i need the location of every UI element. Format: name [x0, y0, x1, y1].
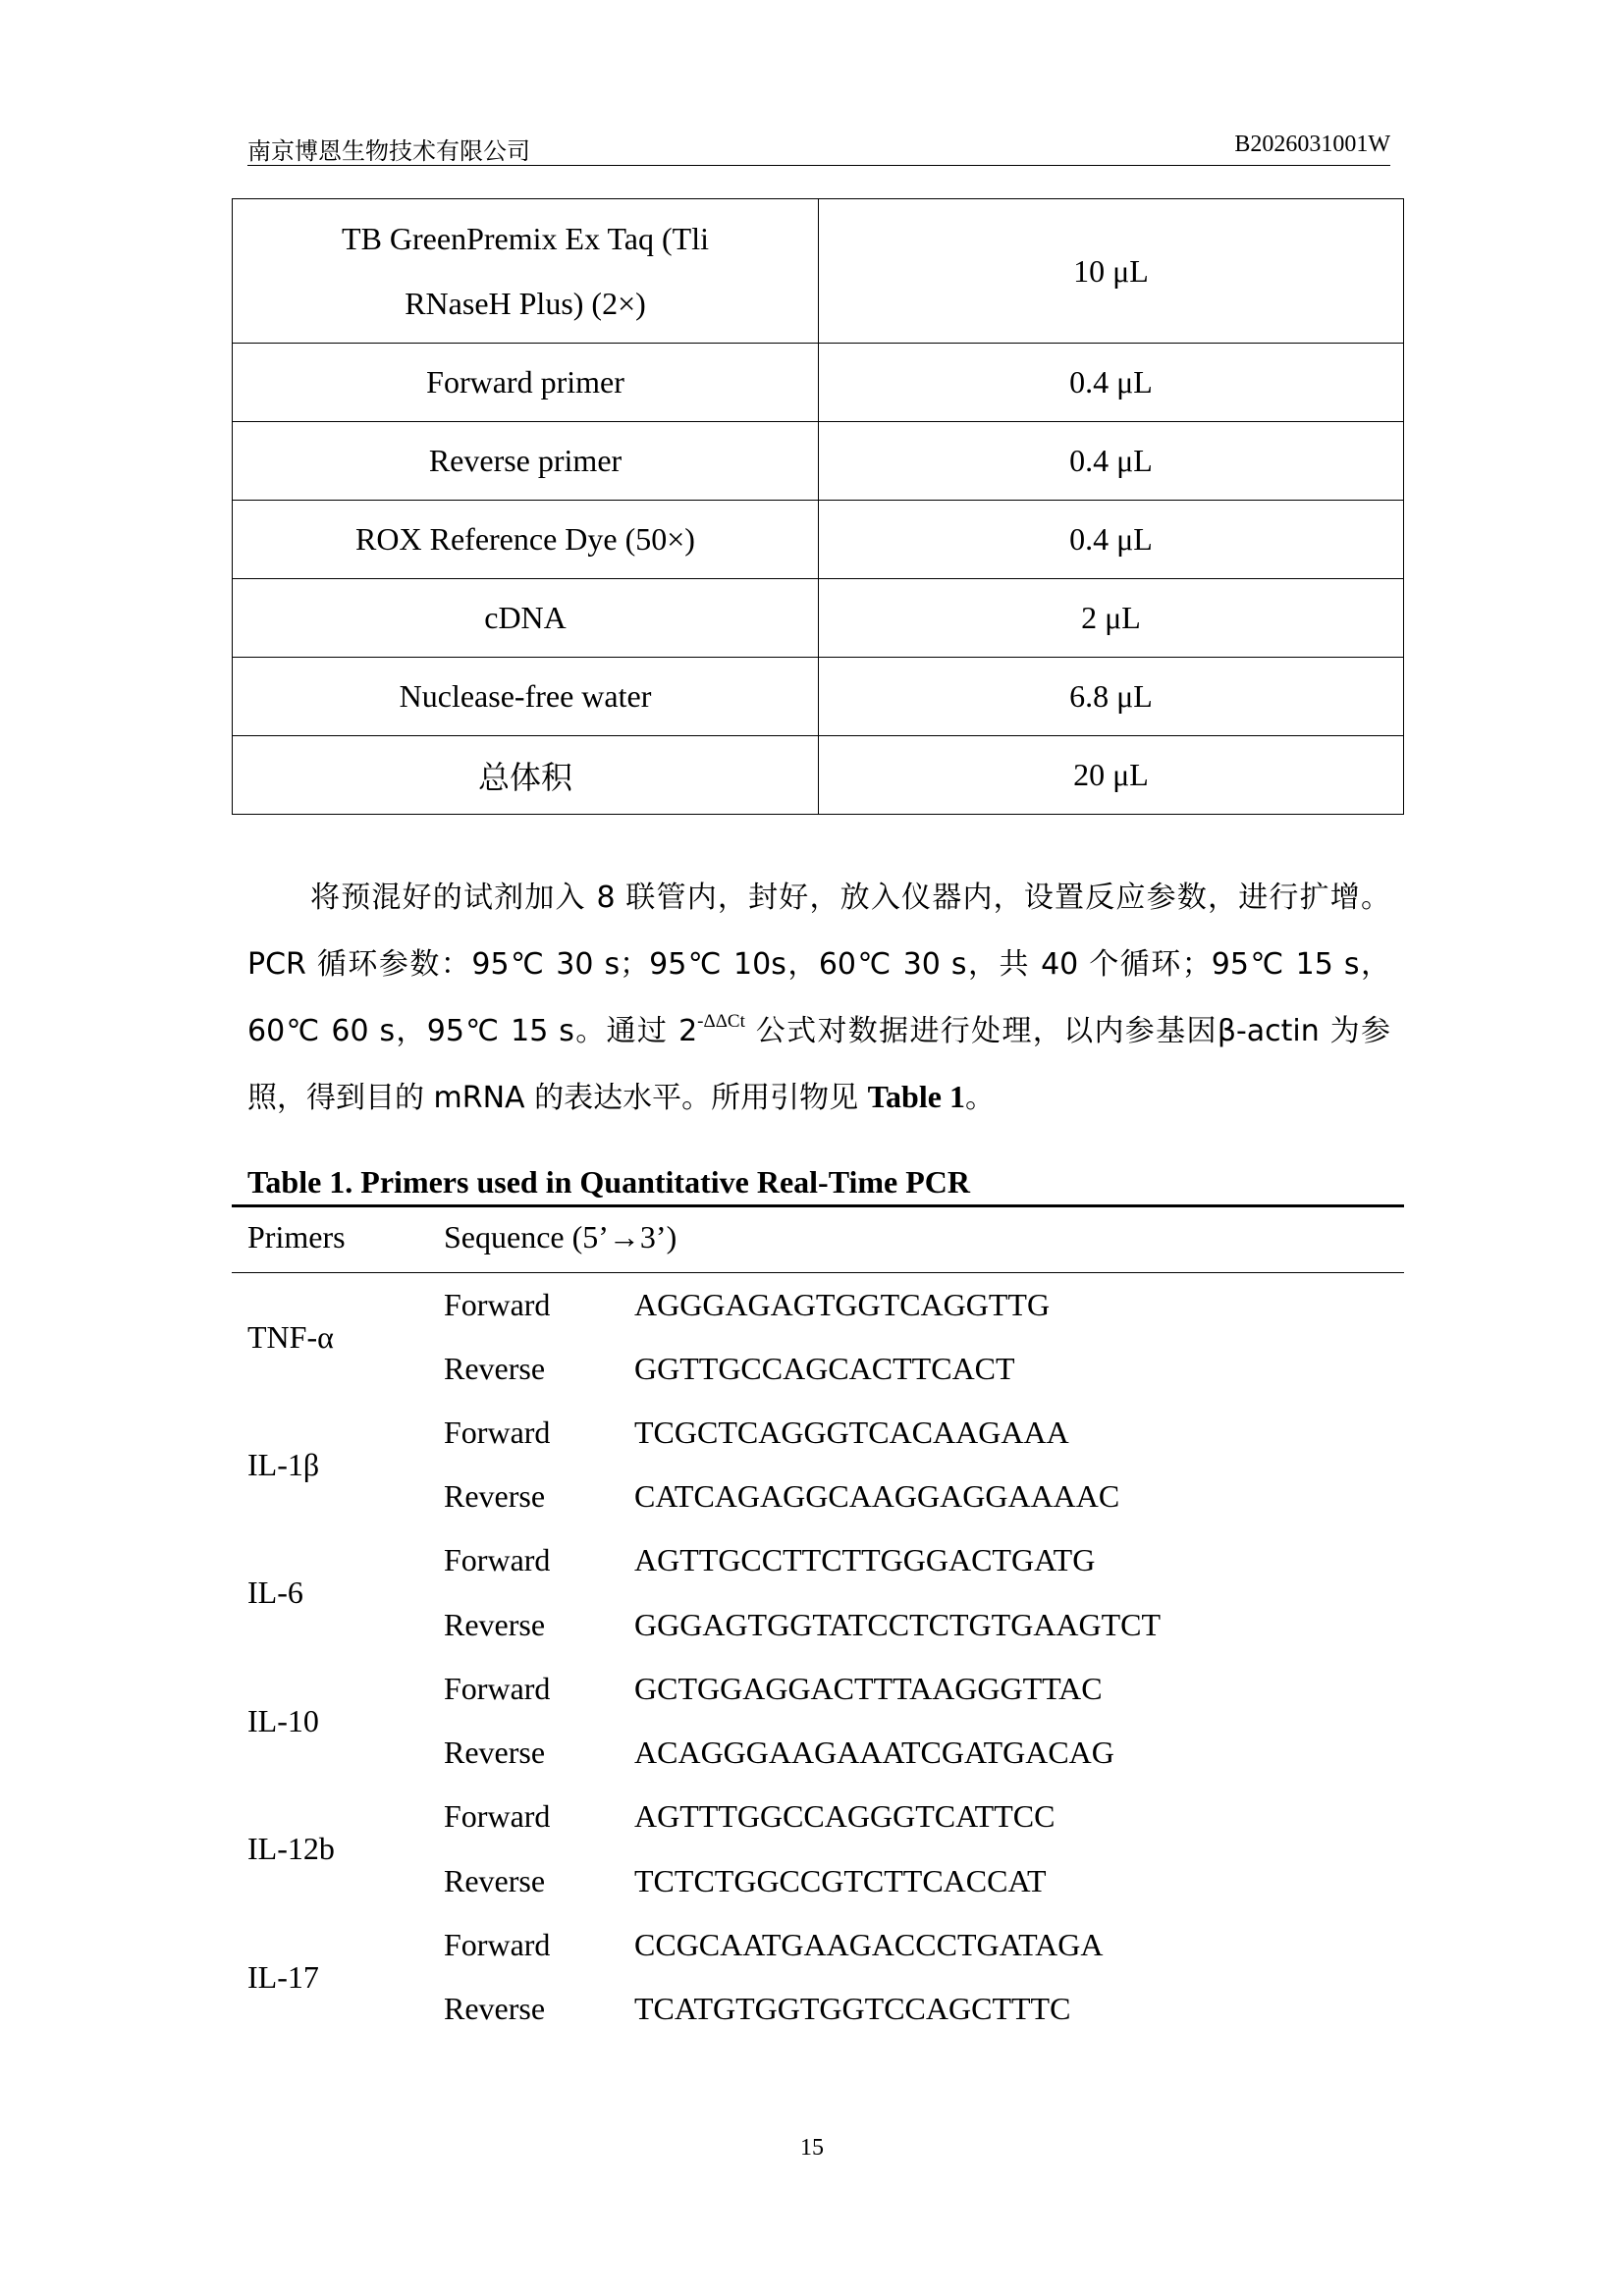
- gene-name: IL-10: [247, 1703, 319, 1738]
- reverse-sequence: TCATGTGGTGGTCCAGCTTTC: [634, 1991, 1071, 2026]
- header-company: 南京博恩生物技术有限公司: [247, 137, 530, 165]
- volume-cell: 2 μL: [819, 579, 1404, 658]
- paragraph-text-1: 将预混好的试剂加入 8 联管内，封好，放入仪器内，设置反应参数，进行扩增。PCR 循环参数：95℃ 30 s；95℃ 10s，60℃ 30 s，共 40 个循环；95℃ 15 s，60℃ 60 s，95℃ 15 s。通过 2: [247, 881, 1390, 1048]
- gene-name: IL-12b: [247, 1831, 335, 1866]
- reagent-cell: Forward primer: [233, 344, 819, 422]
- table-caption: Table 1. Primers used in Quantitative Real-Time PCR: [247, 1164, 970, 1200]
- forward-sequence: CCGCAATGAAGACCCTGATAGA: [634, 1927, 1104, 1962]
- reverse-sequence: CATCAGAGGCAAGGAGGAAAAC: [634, 1478, 1120, 1514]
- reagent-cell: Nuclease-free water: [233, 658, 819, 736]
- gene-name: IL-17: [247, 1959, 319, 1995]
- volume-cell: 20 μL: [819, 736, 1404, 815]
- direction-label: Reverse: [444, 1351, 546, 1386]
- page-number: 15: [800, 2135, 824, 2161]
- reagent-cell: cDNA: [233, 579, 819, 658]
- direction-label: Reverse: [444, 1607, 546, 1642]
- volume-cell: 6.8 μL: [819, 658, 1404, 736]
- column-header-primers: Primers: [247, 1219, 346, 1255]
- forward-sequence: AGTTTGGCCAGGGTCATTCC: [634, 1798, 1056, 1834]
- direction-label: Reverse: [444, 1478, 546, 1514]
- forward-sequence: GCTGGAGGACTTTAAGGGTTAC: [634, 1671, 1103, 1706]
- direction-label: Reverse: [444, 1735, 546, 1770]
- direction-label: Forward: [444, 1927, 551, 1962]
- gene-name: TNF-α: [247, 1319, 334, 1355]
- reagent-line2: RNaseH Plus) (2×): [405, 286, 646, 321]
- reverse-sequence: GGGAGTGGTATCCTCTGTGAAGTCT: [634, 1607, 1162, 1642]
- volume-cell: 0.4 μL: [819, 344, 1404, 422]
- direction-label: Forward: [444, 1542, 551, 1577]
- direction-label: Forward: [444, 1671, 551, 1706]
- gene-name: IL-6: [247, 1575, 303, 1610]
- gene-name: IL-1β: [247, 1447, 320, 1482]
- reagent-cell: Reverse primer: [233, 422, 819, 501]
- reagent-cell: ROX Reference Dye (50×): [233, 501, 819, 579]
- column-header-sequence: Sequence (5’→3’): [444, 1219, 677, 1255]
- reverse-sequence: ACAGGGAAGAAATCGATGACAG: [634, 1735, 1114, 1770]
- direction-label: Reverse: [444, 1863, 546, 1898]
- volume-cell: 10 μL: [819, 199, 1404, 344]
- paragraph-text-3: 。: [964, 1081, 995, 1115]
- forward-sequence: AGTTGCCTTCTTGGGACTGATG: [634, 1542, 1096, 1577]
- direction-label: Forward: [444, 1798, 551, 1834]
- reverse-sequence: TCTCTGGCCGTCTTCACCAT: [634, 1863, 1047, 1898]
- delta-delta-ct-superscript: -ΔΔCt: [697, 1011, 745, 1032]
- forward-sequence: AGGGAGAGTGGTCAGGTTG: [634, 1287, 1051, 1322]
- direction-label: Forward: [444, 1287, 551, 1322]
- volume-cell: 0.4 μL: [819, 422, 1404, 501]
- reverse-sequence: GGTTGCCAGCACTTCACT: [634, 1351, 1015, 1386]
- header-doc-code: B2026031001W: [1234, 132, 1390, 157]
- forward-sequence: TCGCTCAGGGTCACAAGAAA: [634, 1415, 1069, 1450]
- table-reference: Table 1: [867, 1079, 965, 1114]
- reagent-cell: 总体积: [233, 736, 819, 815]
- reagent-line1: TB GreenPremix Ex Taq (Tli: [342, 221, 709, 256]
- paragraph-text-2: 公式对数据进行处理，以内参基因β-actin 为参照，得到目的 mRNA 的表达水平。所用引物见: [247, 1014, 1390, 1115]
- direction-label: Forward: [444, 1415, 551, 1450]
- volume-cell: 0.4 μL: [819, 501, 1404, 579]
- direction-label: Reverse: [444, 1991, 546, 2026]
